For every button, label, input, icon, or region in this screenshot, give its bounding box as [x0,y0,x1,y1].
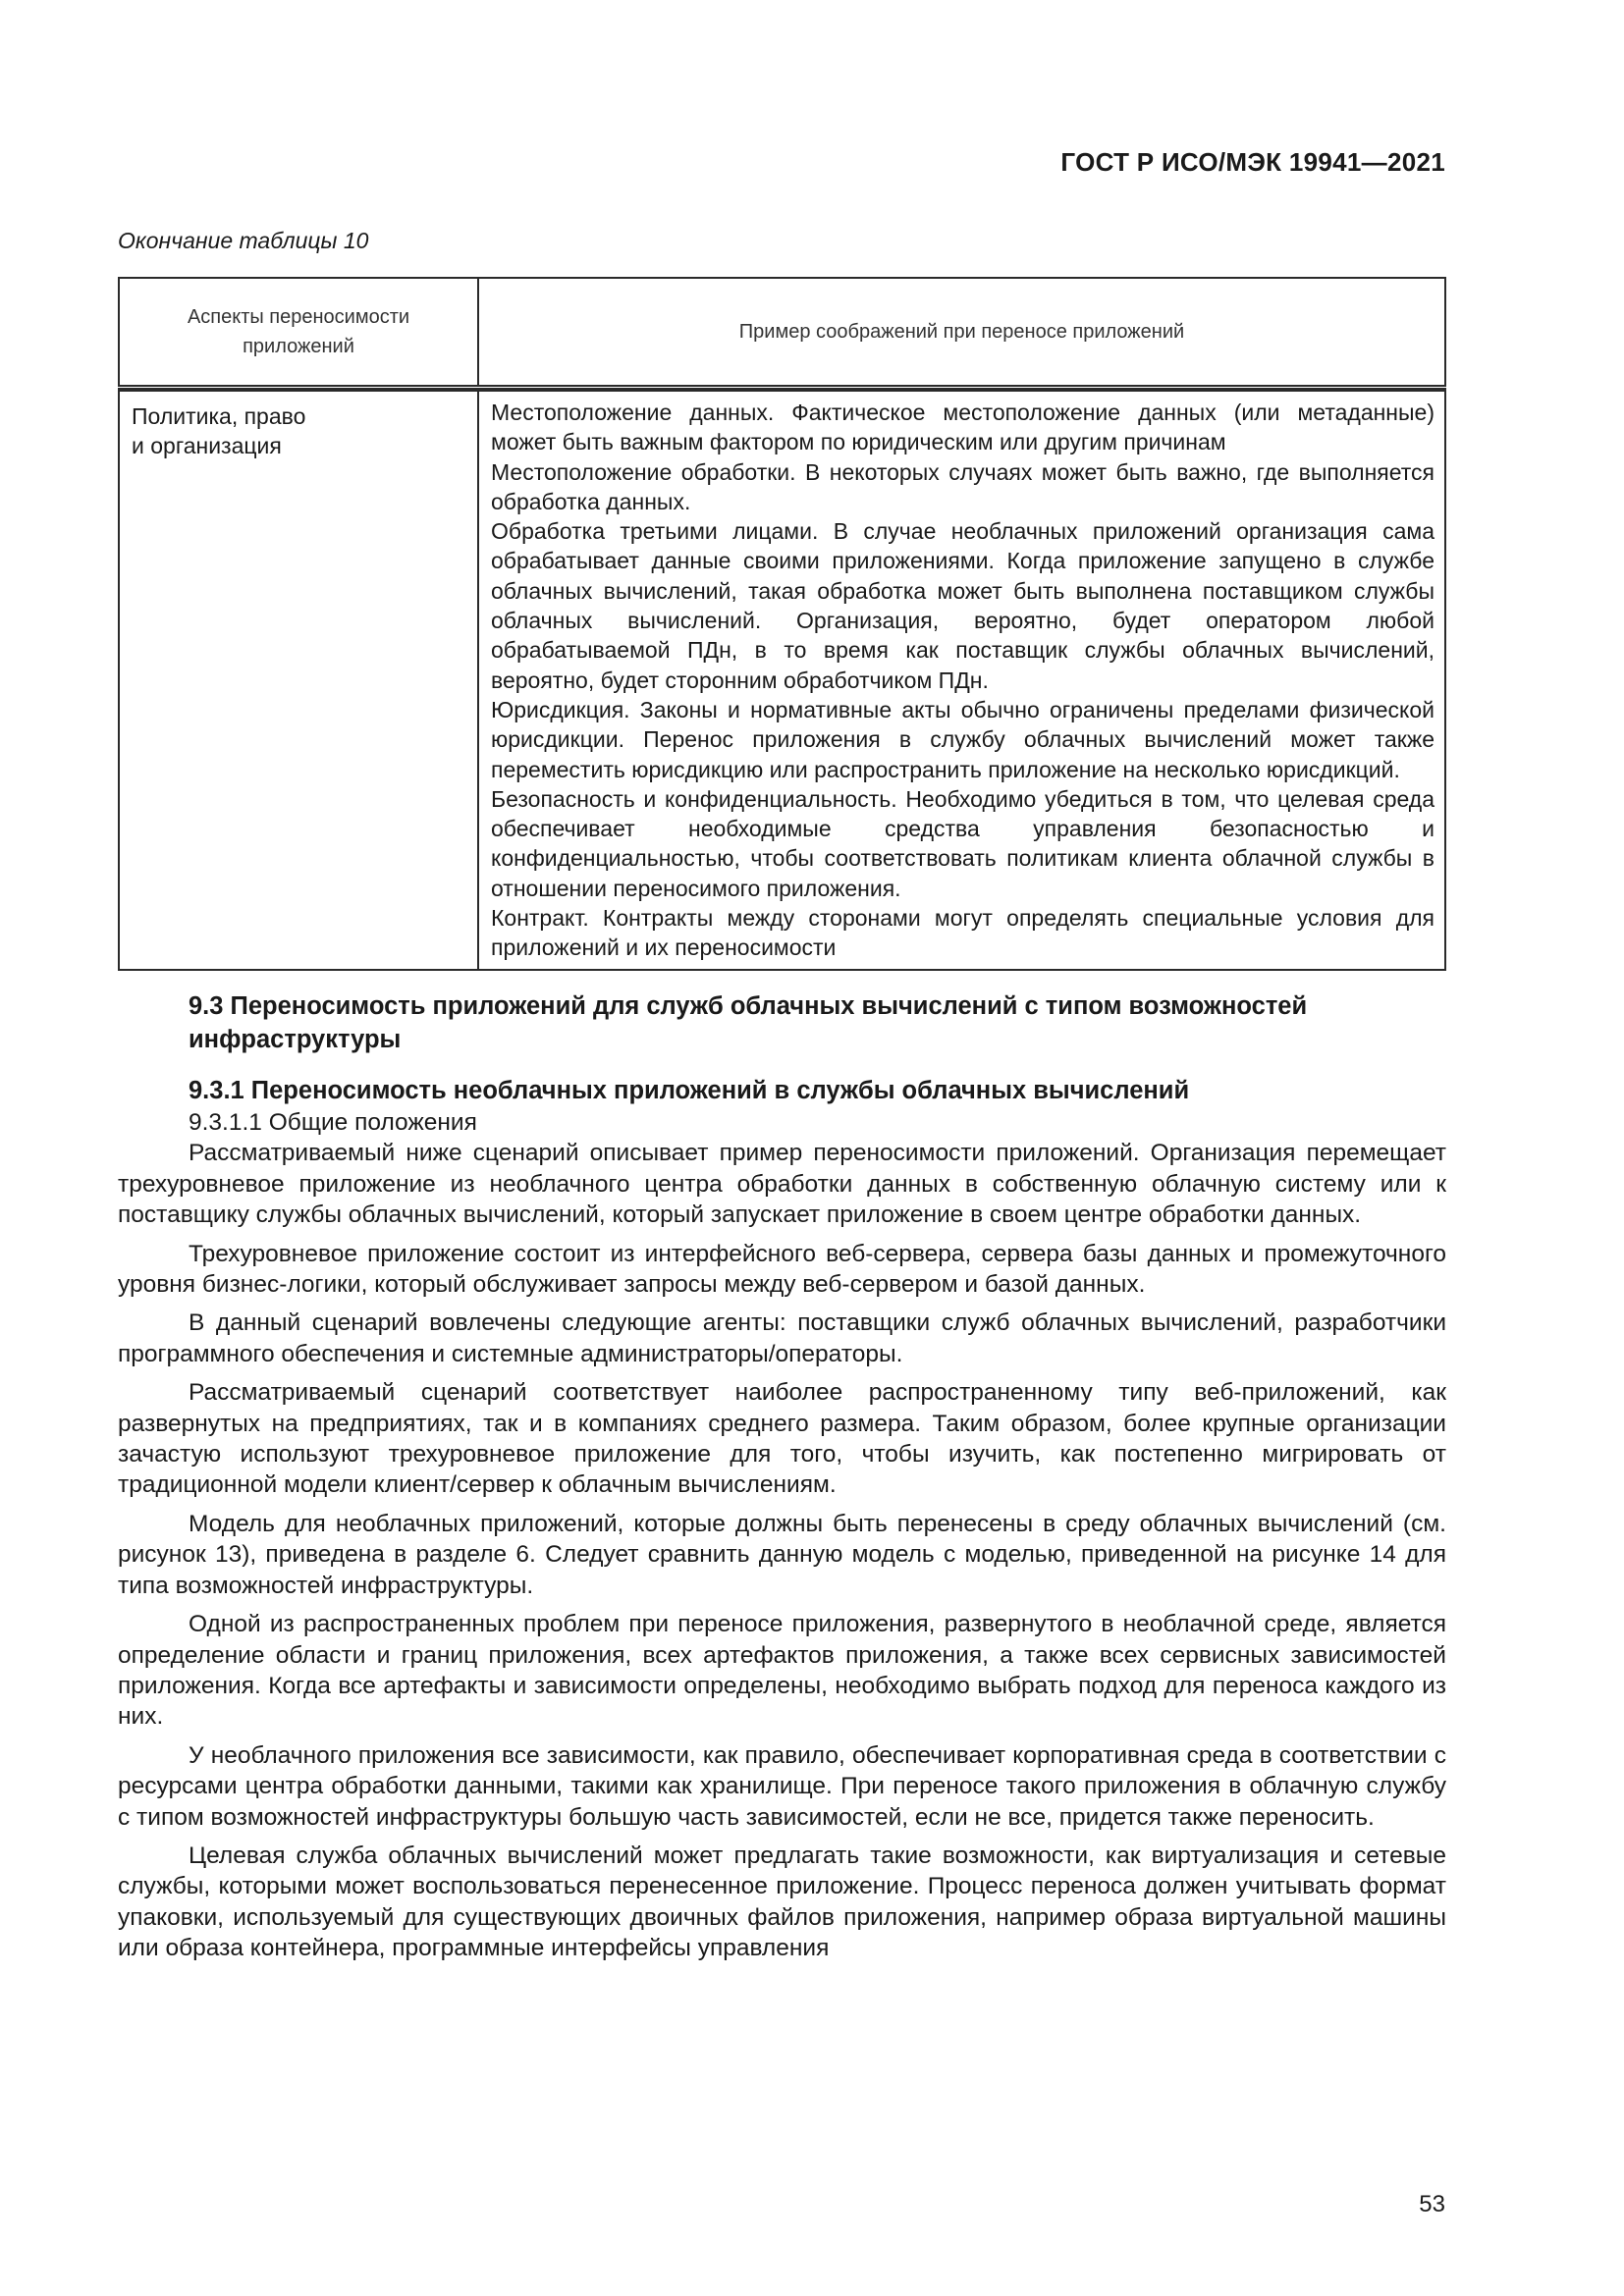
heading-9-3: 9.3 Переносимость приложений для служб облачных вычислений с типом возможностей инфраструктуры [189,992,1308,1053]
aspect-cell [119,391,478,970]
aspect-line: и организация [132,433,282,458]
document-code: ГОСТ Р ИСО/МЭК 19941—2021 [1060,147,1445,177]
aspect-line: Политика, право [132,403,306,429]
example-data-location: Местоположение данных. Фактическое местоположение данных (или метаданные) может быть важным фактором по юридическим или другим причинам [491,400,1435,455]
paragraph: Трехуровневое приложение состоит из интерфейсного веб-сервера, сервера базы данных и промежуточного уровня бизнес-логики, который обслуживает запросы между веб-сервером и базой данных. [118,1240,1446,1299]
paragraph: У необлачного приложения все зависимости, как правило, обеспечивает корпоративная среда в соответствии с ресурсами центра обработки данными, такими как хранилище. При переносе такого приложения в облачную службу с типом возможностей инфраструктуры большую часть зависимостей, если не все, придется также переносить. [118,1741,1446,1831]
column-header-examples: Пример соображений при переносе приложений [478,278,1445,388]
paragraph: В данный сценарий вовлечены следующие агенты: поставщики служб облачных вычислений, разработчики программного обеспечения и системные администраторы/операторы. [118,1309,1446,1367]
example-security-privacy: Безопасность и конфиденциальность. Необходимо убедиться в том, что целевая среда обеспечивает необходимые средства управления безопасностью и конфиденциальностью, чтобы соответствовать политикам клиента облачной службы в отношении переносимого приложения. [491,785,1435,901]
table-header-row [119,278,1445,388]
table-row [119,391,1445,970]
example-processing-location: Местоположение обработки. В некоторых случаях может быть важно, где выполняется обработка данных. [491,458,1435,514]
page-number: 53 [1419,2191,1445,2217]
table-caption: Окончание таблицы 10 [118,228,369,253]
paragraph: Модель для необлачных приложений, которые должны быть перенесены в среду облачных вычислений (см. рисунок 13), приведена в разделе 6. Следует сравнить данную модель с моделью, приведенной на рисунке 14 для типа возможностей инфраструктуры. [118,1510,1446,1599]
example-cell [478,391,1445,970]
paragraph: Целевая служба облачных вычислений может предлагать такие возможности, как виртуализация и сетевые службы, которыми может воспользоваться перенесенное приложение. Процесс переноса должен учитывать формат упаковки, используемый для существующих двоичных файлов приложения, например образа виртуальной машины или образа контейнера, программные интерфейсы управления [118,1842,1446,1962]
example-contract: Контракт. Контракты между сторонами могут определять специальные условия для приложений и их переносимости [491,905,1435,961]
paragraph: Рассматриваемый сценарий соответствует наиболее распространенному типу веб-приложений, как развернутых на предприятиях, так и в компаниях среднего размера. Таким образом, более крупные организации зачастую используют трехуровневое приложение для того, чтобы изучить, как постепенно мигрировать от традиционной модели клиент/сервер к облачным вычислениям. [118,1379,1446,1499]
column-header-aspects: Аспекты переносимости приложений [119,278,478,388]
section-body [118,989,1446,1972]
heading-9-3-1: 9.3.1 Переносимость необлачных приложений в службы облачных вычислений [189,1077,1190,1104]
paragraph: Одной из распространенных проблем при переносе приложения, развернутого в необлачной среде, является определение области и границ приложения, всех артефактов приложения, а также всех сервисных зависимостей приложения. Когда все артефакты и зависимости определены, необходимо выбрать подход для переноса каждого из них. [118,1611,1446,1731]
example-jurisdiction: Юрисдикция. Законы и нормативные акты обычно ограничены пределами физической юрисдикции. Перенос приложения в службу облачных вычислений может также переместить юрисдикцию или распространить приложение на несколько юрисдикций. [491,696,1435,782]
paragraph: Рассматриваемый ниже сценарий описывает пример переносимости приложений. Организация перемещает трехуровневое приложение из необлачного центра обработки данных в собственную облачную систему или к поставщику службы облачных вычислений, который запускает приложение в своем центре обработки данных. [118,1140,1446,1229]
subheading-9-3-1-1: 9.3.1.1 Общие положения [189,1109,477,1136]
portability-table [118,277,1446,971]
example-third-party-processing: Обработка третьими лицами. В случае необлачных приложений организация сама обрабатывает данные своими приложениями. Когда приложение запущено в службе облачных вычислений, такая обработка может быть выполнена поставщиком службы облачных вычислений. Организация, вероятно, будет оператором любой обрабатываемой ПДн, в то время как поставщик службы облачных вычислений, вероятно, будет сторонним обработчиком ПДн. [491,518,1435,693]
